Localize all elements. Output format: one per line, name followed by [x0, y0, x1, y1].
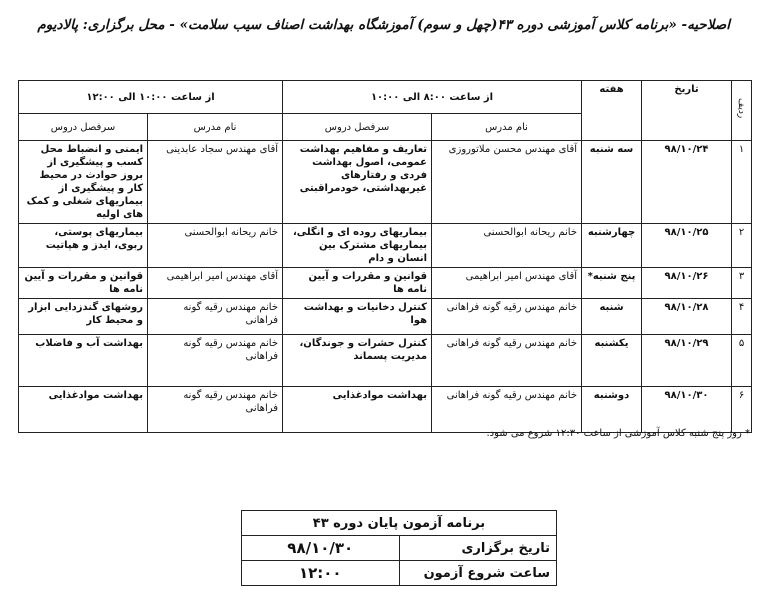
- exam-time-value: ۱۲:۰۰: [242, 561, 400, 586]
- table-row: [19, 387, 752, 433]
- date-header: تاریخ: [642, 81, 732, 141]
- topic-cell: روشهای گندزدایی ابزار و محیط کار: [19, 299, 148, 335]
- teacher-cell: آقای مهندس سجاد عابدینی: [148, 141, 283, 224]
- week-header: هفته: [582, 81, 642, 141]
- topic-cell: بهداشت موادغذایی: [19, 387, 148, 433]
- teacher-cell: خانم مهندس رقیه گونه فراهانی: [148, 299, 283, 335]
- page-title: اصلاحیه- «برنامه کلاس آموزشی دوره ۴۳(چهل و سوم) آموزشگاه بهداشت اصناف سیب سلامت» - محل برگزاری: پالادیوم: [37, 17, 730, 33]
- topic-cell: بیماریهای پوستی، ربوی، ایدز و هپاتیت: [19, 224, 148, 268]
- table-row: [19, 299, 752, 335]
- topic-cell: کنترل دخانیات و بهداشت هوا: [283, 299, 432, 335]
- day-cell: پنج شنبه*: [582, 268, 642, 299]
- date-cell: ۹۸/۱۰/۲۴: [642, 141, 732, 224]
- slot2-header: از ساعت ۱۰:۰۰ الی ۱۲:۰۰: [19, 81, 283, 114]
- day-cell: سه شنبه: [582, 141, 642, 224]
- schedule-table: [18, 80, 752, 433]
- exam-title-row: [242, 511, 557, 536]
- table-row: [19, 224, 752, 268]
- date-cell: ۹۸/۱۰/۳۰: [642, 387, 732, 433]
- row-number-header: ردیف: [732, 81, 752, 141]
- footnote: * روز پنج شنبه کلاس آموزشی از ساعت ۱۲:۳۰ شروع می شود.: [486, 428, 750, 439]
- date-cell: ۹۸/۱۰/۲۸: [642, 299, 732, 335]
- date-cell: ۹۸/۱۰/۲۹: [642, 335, 732, 387]
- teacher-cell: خانم مهندس رقیه گونه فراهانی: [148, 387, 283, 433]
- topic-cell: بیماریهای روده ای و انگلی، بیماریهای مشترک بین انسان و دام: [283, 224, 432, 268]
- exam-date-row: [242, 536, 557, 561]
- teacher-cell: آقای مهندس امیر ابراهیمی: [432, 268, 582, 299]
- teacher-cell: خانم ریحانه ابوالحسنی: [148, 224, 283, 268]
- exam-date-value: ۹۸/۱۰/۳۰: [242, 536, 400, 561]
- day-cell: دوشنبه: [582, 387, 642, 433]
- day-cell: شنبه: [582, 299, 642, 335]
- teacher-cell: آقای مهندس امیر ابراهیمی: [148, 268, 283, 299]
- topic-cell: قوانین و مقررات و آیین نامه ها: [19, 268, 148, 299]
- teacher-cell: خانم ریحانه ابوالحسنی: [432, 224, 582, 268]
- row-number: ۳: [732, 268, 752, 299]
- teacher2-header: نام مدرس: [148, 114, 283, 141]
- day-cell: چهارشنبه: [582, 224, 642, 268]
- topics2-header: سرفصل دروس: [19, 114, 148, 141]
- day-cell: یکشنبه: [582, 335, 642, 387]
- table-row: [19, 268, 752, 299]
- table-row: [19, 335, 752, 387]
- row-number: ۲: [732, 224, 752, 268]
- row-number: ۶: [732, 387, 752, 433]
- exam-time-row: [242, 561, 557, 586]
- table-row: [19, 141, 752, 224]
- teacher1-header: نام مدرس: [432, 114, 582, 141]
- exam-time-label: ساعت شروع آزمون: [399, 561, 557, 586]
- teacher-cell: خانم مهندس رقیه گونه فراهانی: [148, 335, 283, 387]
- row-number: ۴: [732, 299, 752, 335]
- date-cell: ۹۸/۱۰/۲۶: [642, 268, 732, 299]
- header-row: [19, 81, 752, 114]
- teacher-cell: خانم مهندس رقیه گونه فراهانی: [432, 299, 582, 335]
- exam-title: برنامه آزمون پایان دوره ۴۳: [242, 511, 557, 536]
- teacher-cell: آقای مهندس محسن ملاتوروزی: [432, 141, 582, 224]
- topic-cell: بهداشت موادغذایی: [283, 387, 432, 433]
- slot1-header: از ساعت ۸:۰۰ الی ۱۰:۰۰: [283, 81, 582, 114]
- topic-cell: کنترل حشرات و جوندگان، مدیریت پسماند: [283, 335, 432, 387]
- topic-cell: ایمنی و انضباط محل کسب و پیشگیری از بروز حوادث در محیط کار و پیشگیری از بیماریهای شغلی و کمک های اولیه: [19, 141, 148, 224]
- row-number: ۵: [732, 335, 752, 387]
- teacher-cell: خانم مهندس رقیه گونه فراهانی: [432, 387, 582, 433]
- date-cell: ۹۸/۱۰/۲۵: [642, 224, 732, 268]
- topics1-header: سرفصل دروس: [283, 114, 432, 141]
- exam-date-label: تاریخ برگزاری: [399, 536, 557, 561]
- row-number: ۱: [732, 141, 752, 224]
- topic-cell: قوانین و مقررات و آیین نامه ها: [283, 268, 432, 299]
- topic-cell: بهداشت آب و فاضلاب: [19, 335, 148, 387]
- topic-cell: تعاریف و مفاهیم بهداشت عمومی، اصول بهداشت فردی و رفتارهای غیربهداشتی، خودمراقبتی: [283, 141, 432, 224]
- exam-table: [241, 510, 557, 586]
- teacher-cell: خانم مهندس رقیه گونه فراهانی: [432, 335, 582, 387]
